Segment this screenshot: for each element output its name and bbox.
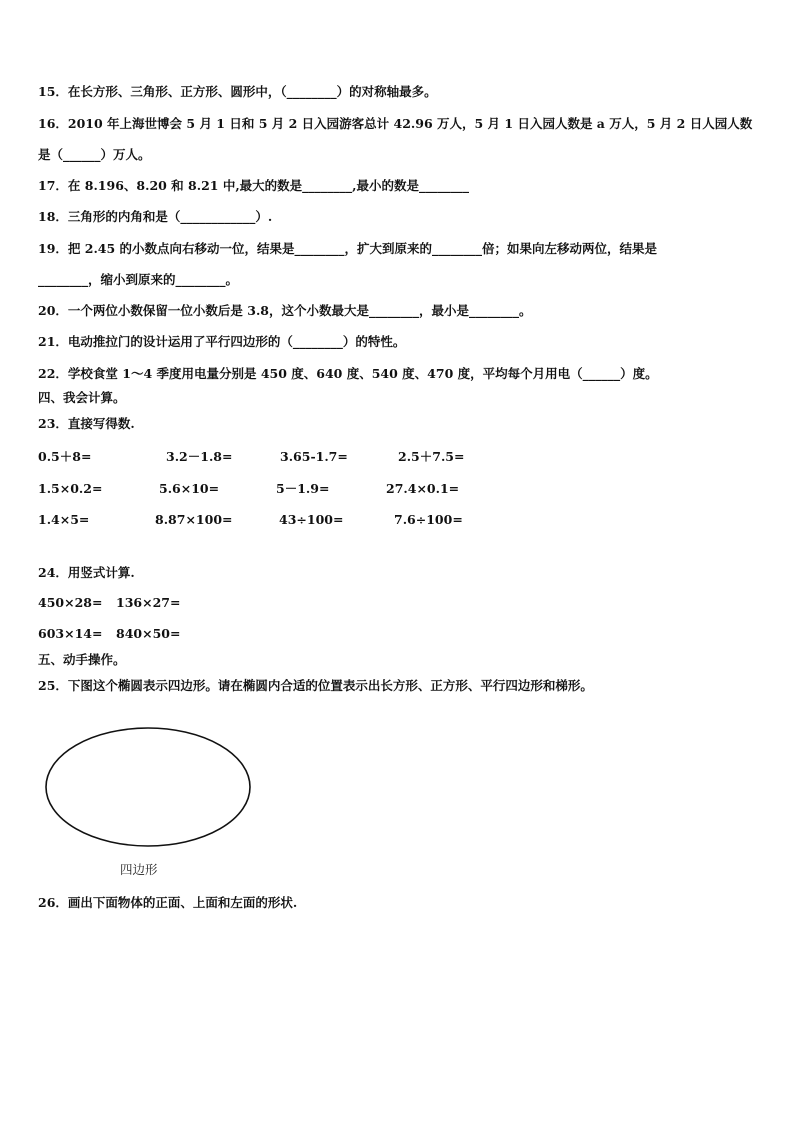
q23-cell: 5.6×10=: [159, 481, 220, 496]
q23-title: 23．直接写得数.: [38, 416, 135, 431]
q25-title: 25．下图这个椭圆表示四边形。请在椭圆内合适的位置表示出长方形、正方形、平行四边形和梯形。: [38, 678, 593, 693]
ellipse-label: 四边形: [120, 862, 158, 877]
q26-text: 26．画出下面物体的正面、上面和左面的形状.: [38, 895, 298, 910]
q23-cell: 1.4×5=: [38, 512, 90, 527]
q20-text: 20．一个两位小数保留一位小数后是 3.8，这个小数最大是________，最小是________。: [38, 303, 532, 318]
q24-cell: 840×50=: [116, 626, 181, 641]
q16-text-line1: 16．2010 年上海世博会 5 月 1 日和 5 月 2 日入园游客总计 42.96 万人，5 月 1 日入园人数是 a 万人，5 月 2 日人园人数: [38, 116, 753, 131]
q23-cell: 7.6÷100=: [394, 512, 463, 527]
q23-cell: 3.2－1.8=: [166, 449, 233, 464]
q23-cell: 1.5×0.2=: [38, 481, 103, 496]
q16-text-line2: 是（______）万人。: [38, 147, 151, 162]
q22-text: 22．学校食堂 1～4 季度用电量分别是 450 度、640 度、540 度、470 度，平均每个月用电（______）度。: [38, 366, 658, 381]
q24-cell: 603×14=: [38, 626, 103, 641]
q23-cell: 8.87×100=: [155, 512, 233, 527]
q17-text: 17．在 8.196、8.20 和 8.21 中,最大的数是________,最小的数是________: [38, 178, 470, 193]
q24-cell: 136×27=: [116, 595, 181, 610]
q23-cell: 3.65-1.7=: [280, 449, 348, 464]
q18-text: 18．三角形的内角和是（____________）.: [38, 209, 273, 224]
q19-text-line2: ________，缩小到原来的________。: [38, 272, 239, 287]
q19-text-line1: 19．把 2.45 的小数点向右移动一位，结果是________，扩大到原来的________倍；如果向左移动两位，结果是: [38, 241, 658, 256]
q23-cell: 27.4×0.1=: [386, 481, 460, 496]
ellipse-shape: [46, 728, 250, 846]
q15-text: 15．在长方形、三角形、正方形、圆形中，（________）的对称轴最多。: [38, 84, 437, 99]
quadrilateral-ellipse: [42, 725, 254, 849]
section-4-heading: 四、我会计算。: [38, 390, 126, 405]
q23-cell: 43÷100=: [279, 512, 344, 527]
q24-cell: 450×28=: [38, 595, 103, 610]
q23-cell: 0.5＋8=: [38, 449, 92, 464]
q23-cell: 2.5＋7.5=: [398, 449, 465, 464]
q24-title: 24．用竖式计算.: [38, 565, 135, 580]
ellipse-drawing: [42, 725, 254, 849]
section-5-heading: 五、动手操作。: [38, 652, 126, 667]
q23-cell: 5－1.9=: [276, 481, 330, 496]
q21-text: 21．电动推拉门的设计运用了平行四边形的（________）的特性。: [38, 334, 406, 349]
